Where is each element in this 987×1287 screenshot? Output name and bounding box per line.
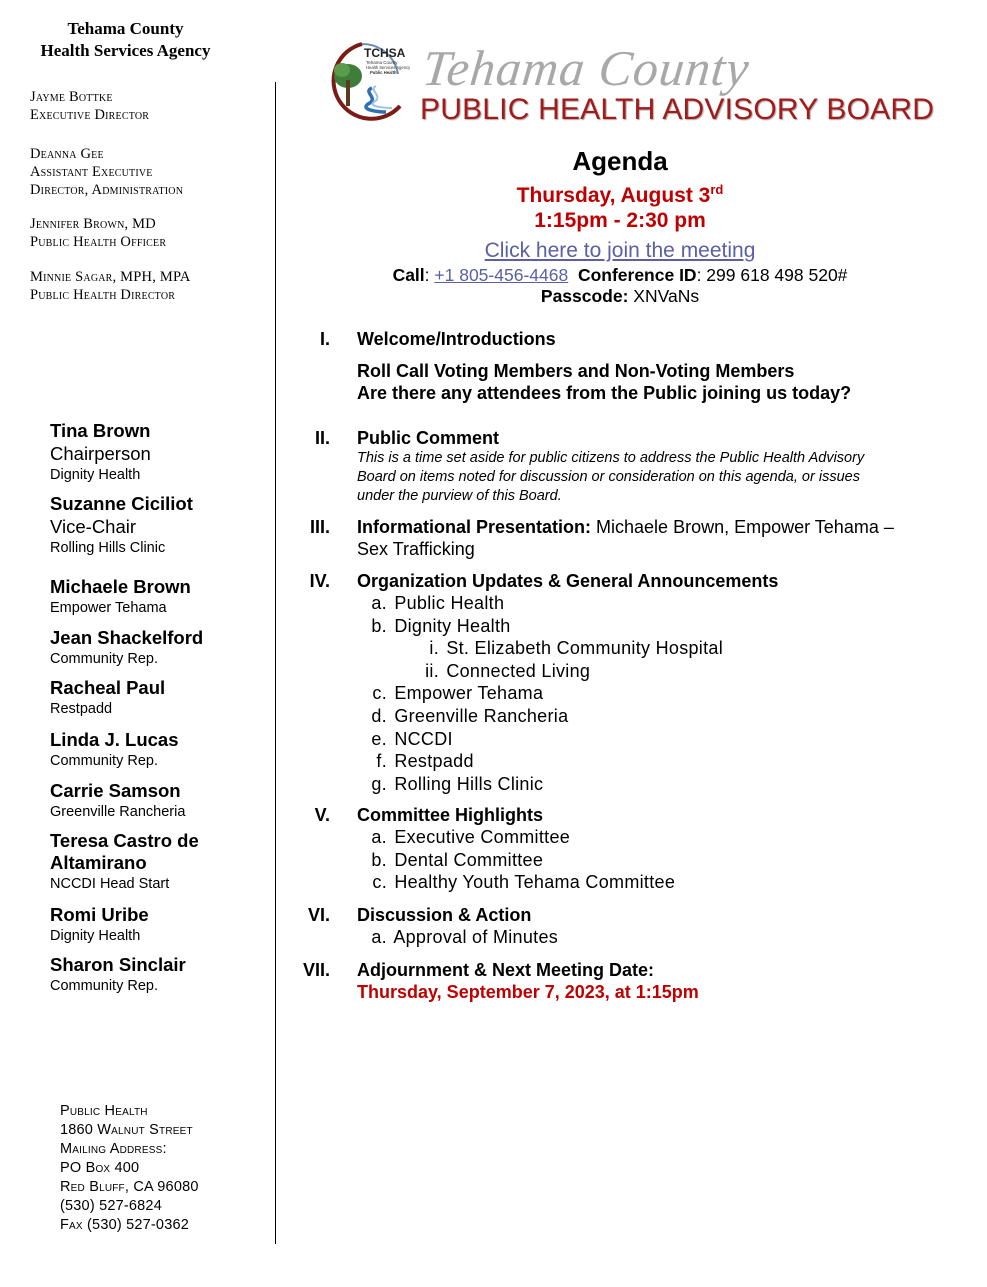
member-name: Romi Uribe — [50, 904, 149, 925]
item-heading: Adjournment & Next Meeting Date: — [357, 960, 655, 980]
item-heading: Organization Updates & General Announcements — [357, 571, 779, 591]
address-line: Mailing Address: — [60, 1141, 167, 1157]
logo-acronym: TCHSA — [364, 46, 406, 60]
member-role: Vice-Chair — [50, 516, 137, 537]
address-line: Red Bluff, CA 96080 — [60, 1179, 199, 1195]
staff-health-officer — [30, 215, 166, 251]
sub-item: a. Public Health — [371, 593, 505, 613]
item-number: IV. — [309, 571, 330, 591]
call-label: Call — [392, 265, 425, 285]
mailing-address — [60, 1102, 199, 1235]
passcode-info — [300, 286, 940, 307]
agency-name — [18, 18, 233, 62]
staff-assistant-director — [30, 145, 183, 199]
item-number: II. — [314, 428, 330, 448]
address-line: Public Health — [60, 1103, 148, 1119]
staff-name: Jennifer Brown, MD — [30, 216, 156, 232]
item-heading: Discussion & Action — [357, 905, 532, 925]
logo-small-1: Tehama County — [366, 60, 398, 65]
staff-title: Executive Director — [30, 107, 150, 123]
sub-sub-item: i. St. Elizabeth Community Hospital — [429, 638, 724, 659]
phone-link[interactable]: +1 805-456-4468 — [434, 265, 569, 285]
logo-small-2: Health Services Agency — [366, 65, 411, 70]
sub-item: c. Healthy Youth Tehama Committee — [372, 872, 676, 893]
item-heading: Committee Highlights — [357, 805, 544, 825]
member-org: Community Rep. — [50, 753, 158, 769]
member-carrie-samson — [50, 780, 270, 822]
sub-item: f. Restpadd — [376, 751, 474, 772]
item-note: This is a time set aside for public citizens to address the Public Health Advisory — [357, 450, 865, 466]
board-script-title: Tehama County — [420, 40, 753, 96]
member-linda-lucas — [50, 729, 270, 771]
item-number: VII. — [302, 960, 330, 980]
member-name: Sharon Sinclair — [50, 954, 186, 975]
conference-id: : 299 618 498 520# — [696, 265, 848, 285]
agency-line1: Tehama County — [67, 19, 184, 38]
member-org: Greenville Rancheria — [50, 804, 186, 820]
agenda-header — [300, 145, 940, 307]
member-org: Dignity Health — [50, 928, 141, 944]
staff-name: Jayme Bottke — [30, 89, 113, 105]
member-org: Community Rep. — [50, 978, 158, 994]
member-michaele-brown — [50, 576, 270, 618]
staff-title-2: Director, Administration — [30, 182, 184, 198]
item-heading: Public Comment — [357, 428, 500, 448]
staff-health-director — [30, 268, 191, 304]
member-name: Suzanne Ciciliot — [50, 493, 193, 514]
agency-line2: Health Services Agency — [40, 41, 211, 60]
staff-title: Public Health Officer — [30, 234, 167, 250]
agenda-title: Agenda — [572, 146, 668, 176]
address-line: Fax (530) 527-0362 — [60, 1217, 189, 1233]
meeting-time: 1:15pm - 2:30 pm — [534, 209, 706, 232]
sub-item: b. Dignity Health — [371, 615, 511, 636]
item-number: V. — [314, 805, 330, 825]
member-romi-uribe — [50, 904, 270, 946]
staff-title: Assistant Executive — [30, 164, 153, 180]
staff-executive-director — [30, 88, 149, 124]
passcode-value: XNVaNs — [628, 286, 700, 306]
item-line: Are there any attendees from the Public joining us today? — [357, 383, 852, 403]
member-org: Community Rep. — [50, 651, 158, 667]
item-presenter: Michaele Brown, Empower Tehama – — [591, 517, 894, 537]
sub-item: e. NCCDI — [371, 728, 453, 749]
member-org: NCCDI Head Start — [50, 876, 170, 892]
next-meeting-date: Thursday, September 7, 2023, at 1:15pm — [357, 982, 699, 1002]
tchsa-logo — [322, 40, 418, 122]
conference-label: Conference ID — [577, 265, 697, 285]
member-org: Dignity Health — [50, 467, 141, 483]
passcode-label: Passcode: — [540, 286, 629, 306]
item-note: under the purview of this Board. — [357, 488, 562, 504]
item-line: Sex Trafficking — [357, 539, 475, 559]
sub-item: b. Dental Committee — [371, 849, 544, 870]
member-suzanne-ciciliot — [50, 493, 270, 558]
member-org: Rolling Hills Clinic — [50, 540, 166, 556]
sub-item: a. Approval of Minutes — [371, 927, 559, 947]
meeting-date-sup: rd — [710, 182, 724, 197]
item-line: Roll Call Voting Members and Non-Voting Members — [357, 361, 795, 381]
member-tina-brown — [50, 420, 270, 485]
column-divider — [275, 82, 276, 1244]
staff-name: Minnie Sagar, MPH, MPA — [30, 269, 191, 285]
member-name: Michaele Brown — [50, 576, 191, 597]
member-name: Linda J. Lucas — [50, 729, 179, 750]
item-note: Board on items noted for discussion or consideration on this agenda, or issues — [357, 469, 860, 485]
member-sharon-sinclair — [50, 954, 270, 996]
call-sep: : — [424, 265, 435, 285]
staff-name: Deanna Gee — [30, 146, 104, 162]
member-name: Teresa Castro de — [50, 830, 199, 851]
member-name: Racheal Paul — [50, 677, 166, 698]
member-name: Jean Shackelford — [50, 627, 204, 648]
address-line: 1860 Walnut Street — [60, 1122, 193, 1138]
item-heading: Informational Presentation: — [357, 517, 592, 537]
sub-item: c. Empower Tehama — [372, 683, 544, 704]
item-number: III. — [309, 517, 330, 537]
address-line: (530) 527-6824 — [60, 1198, 162, 1214]
sub-item: g. Rolling Hills Clinic — [371, 773, 544, 794]
meeting-date — [300, 177, 940, 208]
item-heading: Welcome/Introductions — [357, 329, 556, 349]
member-racheal-paul — [50, 677, 270, 719]
call-info — [300, 265, 940, 286]
sub-item: a. Executive Committee — [371, 827, 571, 847]
member-name: Carrie Samson — [50, 780, 181, 801]
join-meeting-link[interactable]: Click here to join the meeting — [484, 239, 756, 262]
logo-small-3: Public Health — [370, 70, 397, 75]
sub-item: d. Greenville Rancheria — [371, 705, 569, 726]
member-name: Tina Brown — [50, 420, 151, 441]
sub-sub-item: ii. Connected Living — [425, 660, 591, 681]
staff-title: Public Health Director — [30, 287, 176, 303]
meeting-date-text: Thursday, August 3 — [516, 184, 711, 207]
item-number: VI. — [307, 905, 330, 925]
member-org: Restpadd — [50, 701, 113, 717]
board-title: PUBLIC HEALTH ADVISORY BOARD — [420, 93, 935, 126]
member-name-2: Altamirano — [50, 852, 147, 873]
address-line: PO Box 400 — [60, 1160, 140, 1176]
member-jean-shackelford — [50, 627, 270, 669]
member-org: Empower Tehama — [50, 600, 167, 616]
member-role: Chairperson — [50, 443, 151, 464]
member-teresa-castro — [50, 830, 270, 894]
item-number: I. — [319, 329, 330, 349]
